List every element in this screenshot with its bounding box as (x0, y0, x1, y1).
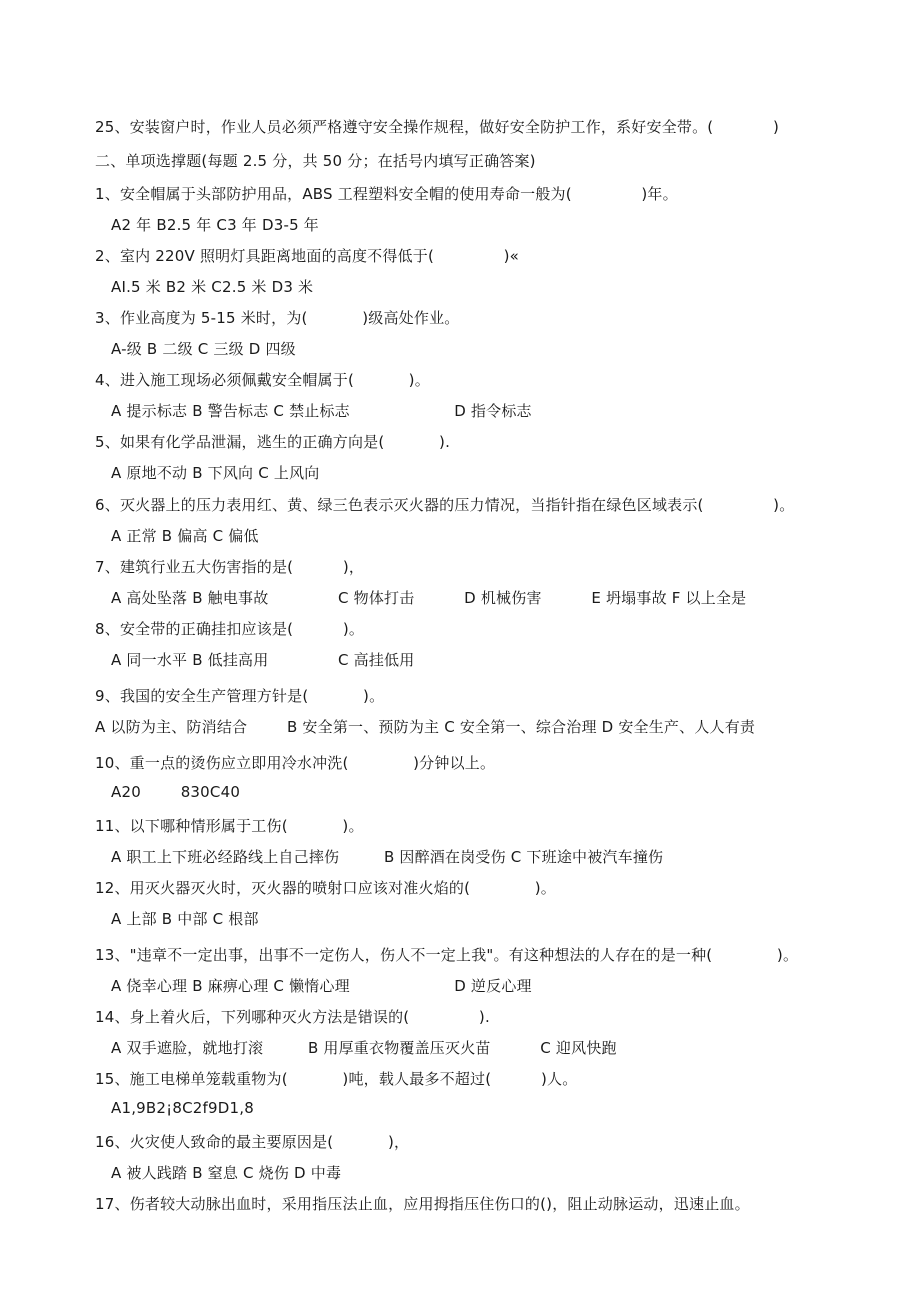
options-11: A 职工上下班必经路线上自己摔伤 B 因醉酒在岗受伤 C 下班途中被汽车撞伤 (111, 848, 664, 866)
options-2: AI.5 米 B2 米 C2.5 米 D3 米 (111, 278, 314, 296)
question-3: 3、作业高度为 5-15 米时，为( )级高处作业。 (95, 309, 460, 327)
question-4: 4、进入施工现场必须佩戴安全帽属于( )。 (95, 371, 430, 389)
section-heading: 二、单项选撑题(每题 2.5 分，共 50 分；在括号内填写正确答案) (95, 152, 536, 170)
question-7: 7、建筑行业五大伤害指的是( )， (95, 558, 365, 576)
question-25: 25、安装窗户时，作业人员必须严格遵守安全操作规程，做好安全防护工作，系好安全带。( ) (95, 118, 780, 136)
question-1: 1、安全帽属于头部防护用品，ABS 工程塑料安全帽的使用寿命一般为( )年。 (95, 185, 678, 203)
question-11: 11、以下哪种情形属于工伤( )。 (95, 817, 364, 835)
options-6: A 正常 B 偏高 C 偏低 (111, 527, 259, 545)
options-15: A1,9B2¡8C2f9D1,8 (111, 1099, 254, 1117)
options-12: A 上部 B 中部 C 根部 (111, 910, 259, 928)
options-14: A 双手遮脸，就地打滚 B 用厚重衣物覆盖压灭火苗 C 迎风快跑 (111, 1039, 617, 1057)
options-16: A 被人践踏 B 窒息 C 烧伤 D 中毒 (111, 1164, 342, 1182)
question-6: 6、灭火器上的压力表用红、黄、绿三色表示灭火器的压力情况，当指针指在绿色区域表示( )。 (95, 496, 795, 514)
question-13: 13、"违章不一定出事，出事不一定伤人，伤人不一定上我"。有这种想法的人存在的是一种( )。 (95, 946, 799, 964)
question-2: 2、室内 220V 照明灯具距离地面的高度不得低于( )« (95, 247, 520, 265)
question-12: 12、用灭火器灭火时，灭火器的喷射口应该对准火焰的( )。 (95, 879, 556, 897)
options-5: A 原地不动 B 下风向 C 上风向 (111, 464, 320, 482)
question-5: 5、如果有化学品泄漏，逃生的正确方向是( ). (95, 433, 451, 451)
options-4: A 提示标志 B 警告标志 C 禁止标志 D 指令标志 (111, 402, 532, 420)
question-17: 17、伤者较大动脉出血时，采用指压法止血，应用拇指压住伤口的()，阻止动脉运动，迅速止血。 (95, 1195, 750, 1213)
options-3: A-级 B 二级 C 三级 D 四级 (111, 340, 296, 358)
question-8: 8、安全带的正确挂扣应该是( )。 (95, 620, 365, 638)
question-15: 15、施工电梯单笼载重物为( )吨，载人最多不超过( )人。 (95, 1070, 578, 1088)
options-9: A 以防为主、防消结合 B 安全第一、预防为主 C 安全第一、综合治理 D 安全生产、人人有责 (95, 718, 756, 736)
options-7: A 高处坠落 B 触电事故 C 物体打击 D 机械伤害 E 坍塌事故 F 以上全是 (111, 589, 747, 607)
question-9: 9、我国的安全生产管理方针是( )。 (95, 687, 385, 705)
options-8: A 同一水平 B 低挂高用 C 高挂低用 (111, 651, 415, 669)
question-10: 10、重一点的烫伤应立即用冷水冲洗( )分钟以上。 (95, 754, 496, 772)
question-14: 14、身上着火后，下列哪种灭火方法是错误的( ). (95, 1008, 490, 1026)
question-16: 16、火灾使人致命的最主要原因是( )， (95, 1133, 410, 1151)
options-13: A 侥幸心理 B 麻痹心理 C 懒惰心理 D 逆反心理 (111, 977, 532, 995)
options-1: A2 年 B2.5 年 C3 年 D3-5 年 (111, 216, 319, 234)
options-10: A20 830C40 (111, 783, 241, 801)
